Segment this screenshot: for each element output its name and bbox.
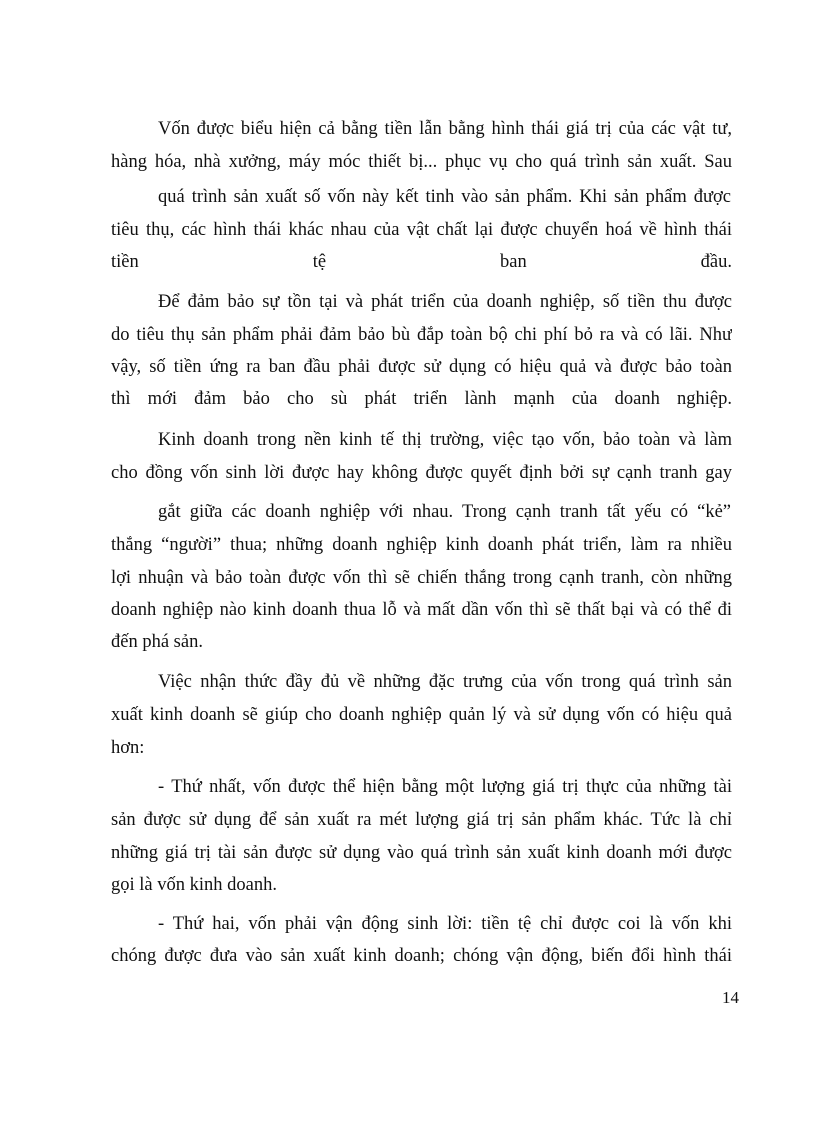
- text-line: Để đảm bảo sự tồn tại và phát triển của doanh nghiệp, số tiền thu được: [158, 292, 732, 312]
- text-line: thì mới đảm bảo cho sù phát triển lành mạnh của doanh nghiệp.: [111, 389, 732, 409]
- text-line: chóng được đưa vào sản xuất kinh doanh; chóng vận động, biến đổi hình thái: [111, 946, 732, 966]
- text-line: Kinh doanh trong nền kinh tế thị trường, việc tạo vốn, bảo toàn và làm: [158, 430, 732, 450]
- text-line: lợi nhuận và bảo toàn được vốn thì sẽ chiến thắng trong cạnh tranh, còn những: [111, 568, 732, 588]
- text-line: những giá trị tài sản được sử dụng vào quá trình sản xuất kinh doanh mới được: [111, 843, 732, 863]
- page-number: 14: [722, 988, 739, 1007]
- text-line: xuất kinh doanh sẽ giúp cho doanh nghiệp quản lý và sử dụng vốn có hiệu quả: [111, 705, 732, 725]
- text-line: đến phá sản.: [111, 632, 203, 652]
- text-line: doanh nghiệp nào kinh doanh thua lỗ và mất dần vốn thì sẽ thất bại và có thể đi: [111, 600, 732, 620]
- text-line: gắt giữa các doanh nghiệp với nhau. Trong cạnh tranh tất yếu có “kẻ”: [158, 502, 731, 522]
- text-line: hơn:: [111, 738, 145, 758]
- text-line: gọi là vốn kinh doanh.: [111, 875, 277, 895]
- text-line: thắng “người” thua; những doanh nghiệp kinh doanh phát triển, làm ra nhiều: [111, 535, 732, 555]
- text-line: hàng hóa, nhà xưởng, máy móc thiết bị... phục vụ cho quá trình sản xuất. Sau: [111, 152, 732, 172]
- text-line: cho đồng vốn sinh lời được hay không được quyết định bởi sự cạnh tranh gay: [111, 463, 732, 483]
- text-line: tiêu thụ, các hình thái khác nhau của vật chất lại được chuyển hoá về hình thái: [111, 220, 732, 240]
- text-line: vậy, số tiền ứng ra ban đầu phải được sử dụng có hiệu quả và được bảo toàn: [111, 357, 732, 377]
- text-line: do tiêu thụ sản phẩm phải đảm bảo bù đắp toàn bộ chi phí bỏ ra và có lãi. Như: [111, 325, 732, 345]
- text-line: tiền tệ ban đầu.: [111, 252, 732, 272]
- text-line: - Thứ nhất, vốn được thể hiện bằng một lượng giá trị thực của những tài: [158, 777, 732, 797]
- text-line: Việc nhận thức đầy đủ về những đặc trưng của vốn trong quá trình sản: [158, 672, 732, 692]
- text-line: quá trình sản xuất số vốn này kết tinh vào sản phẩm. Khi sản phẩm được: [158, 187, 731, 207]
- text-line: - Thứ hai, vốn phải vận động sinh lời: tiền tệ chỉ được coi là vốn khi: [158, 914, 732, 934]
- text-line: sản được sử dụng để sản xuất ra mét lượng giá trị sản phẩm khác. Tức là chỉ: [111, 810, 732, 830]
- text-line: Vốn được biểu hiện cả bằng tiền lẫn bằng hình thái giá trị của các vật tư,: [158, 119, 732, 139]
